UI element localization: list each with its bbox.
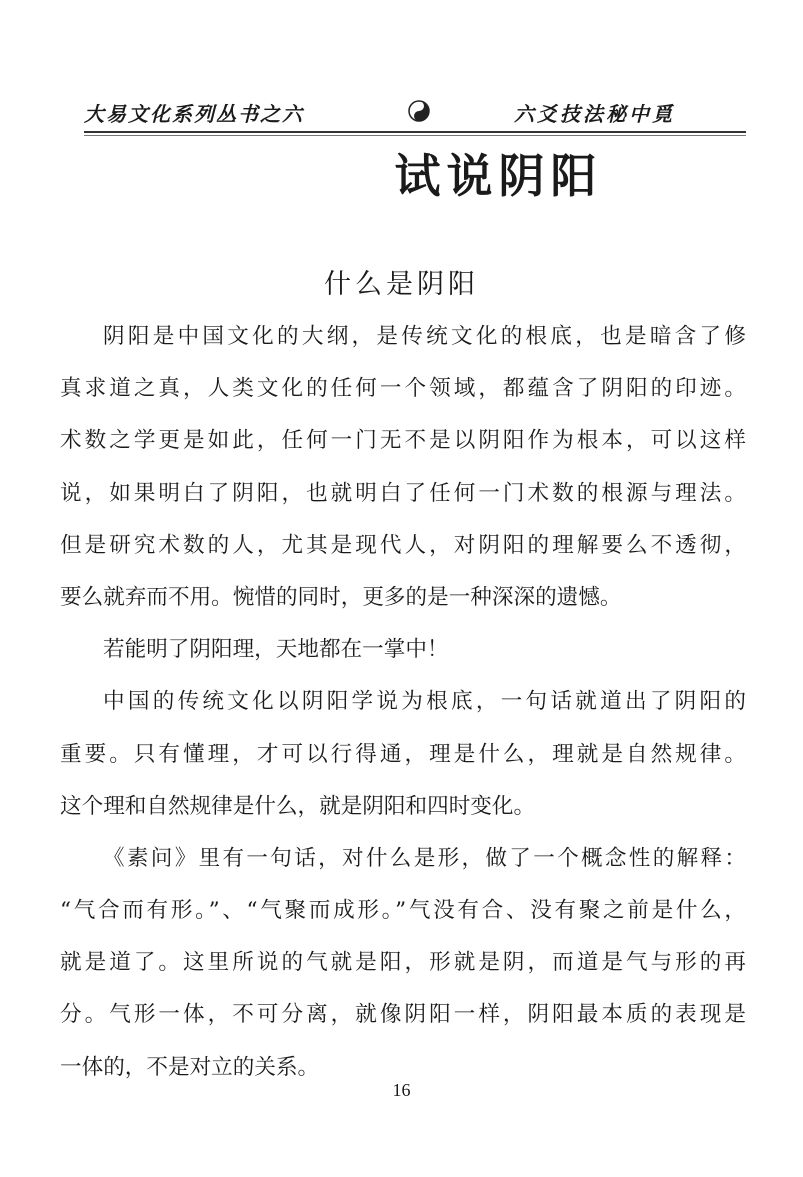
text-line: 中国的传统文化以阴阳学说为根底，一句话就道出了阴阳的 bbox=[103, 689, 746, 715]
text-line: 分。气形一体，不可分离，就像阴阳一样，阴阳最本质的表现是 bbox=[60, 1002, 746, 1028]
page-number: 16 bbox=[392, 1080, 411, 1100]
book-title: 六爻技法秘中覓 bbox=[514, 102, 675, 126]
yin-yang-emblem-icon bbox=[407, 99, 431, 123]
text-line: 术数之学更是如此，任何一门无不是以阴阳作为根本，可以这样 bbox=[60, 428, 746, 454]
chapter-title bbox=[0, 140, 803, 206]
section-title: 什么是阴阳 bbox=[324, 269, 479, 300]
text-line: 阴阳是中国文化的大纲，是传统文化的根底，也是暗含了修 bbox=[103, 324, 746, 349]
text-line: 就是道了。这里所说的气就是阳，形就是阴，而道是气与形的再 bbox=[60, 950, 746, 976]
chapter-title-text: 试说阴阳 bbox=[394, 149, 603, 203]
text-line: 若能明了阴阳理，天地都在一掌中！ bbox=[103, 637, 449, 663]
text-line: 说，如果明白了阴阳，也就明白了任何一门术数的根源与理法。 bbox=[60, 480, 746, 506]
series-title: 大易文化系列丛书之六 bbox=[84, 102, 304, 126]
text-line: 要么就弃而不用。惋惜的同时，更多的是一种深深的遗憾。 bbox=[60, 584, 622, 610]
header-rule bbox=[84, 131, 746, 133]
text-line: 《素问》里有一句话，对什么是形，做了一个概念性的解释： bbox=[103, 845, 746, 871]
text-line: 一体的，不是对立的关系。 bbox=[60, 1054, 320, 1080]
text-line: 这个理和自然规律是什么，就是阴阳和四时变化。 bbox=[60, 793, 536, 819]
text-line: “气合而有形。”、“气聚而成形。”气没有合、没有聚之前是什么， bbox=[60, 898, 746, 924]
running-header bbox=[84, 98, 744, 130]
text-line: 重要。只有懂理，才可以行得通，理是什么，理就是自然规律。 bbox=[60, 741, 746, 767]
header-rule-thin bbox=[84, 135, 746, 136]
text-line: 真求道之真，人类文化的任何一个领域，都蕴含了阴阳的印迹。 bbox=[60, 376, 746, 402]
body-text bbox=[60, 320, 746, 1103]
text-line: 但是研究术数的人，尤其是现代人，对阴阳的理解要么不透彻， bbox=[60, 532, 746, 558]
